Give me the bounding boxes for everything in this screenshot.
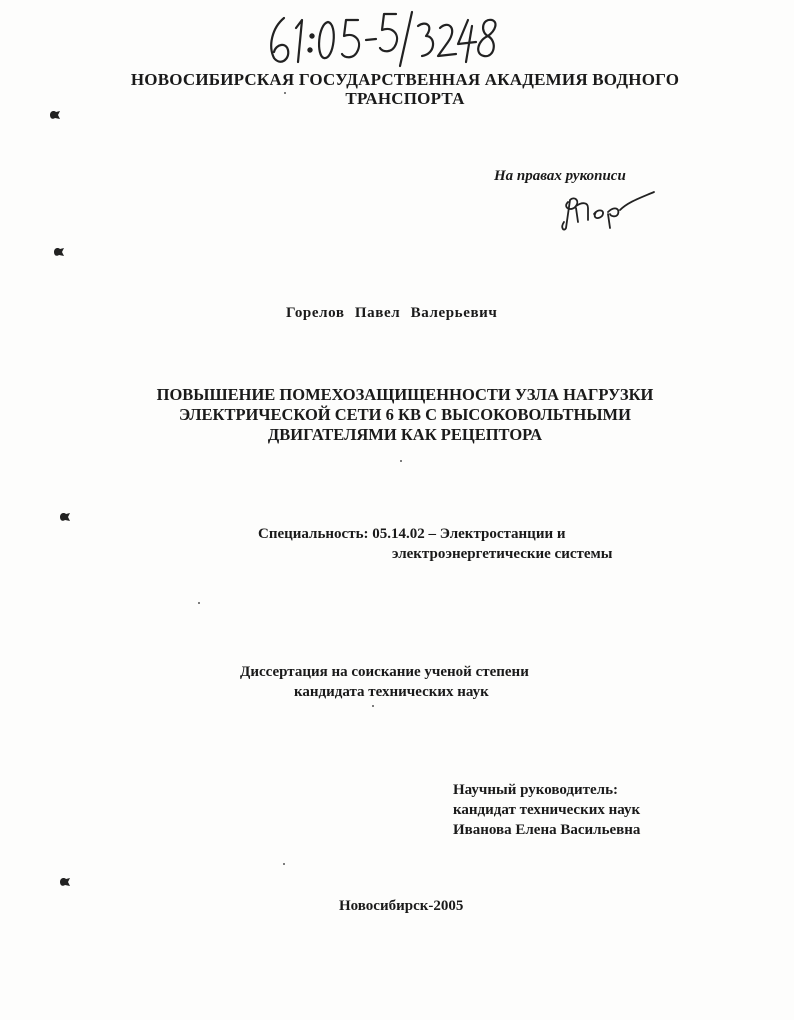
- title-line-2: ЭЛЕКТРИЧЕСКОЙ СЕТИ 6 КВ С ВЫСОКОВОЛЬТНЫМИ: [179, 405, 631, 424]
- scan-speck: [198, 602, 200, 604]
- degree-line-1: Диссертация на соискание ученой степени: [240, 664, 529, 680]
- punch-hole-mark-icon: [52, 245, 66, 257]
- city-year: Новосибирск-2005: [339, 898, 464, 914]
- title-line-1: ПОВЫШЕНИЕ ПОМЕХОЗАЩИЩЕННОСТИ УЗЛА НАГРУЗКИ: [156, 385, 654, 404]
- specialty-block: [258, 524, 612, 564]
- punch-hole-mark-icon: [48, 108, 62, 120]
- scan-speck: [400, 460, 402, 462]
- rights-note: На правах рукописи: [494, 168, 626, 184]
- specialty-line-2: электроэнергетические системы: [392, 546, 613, 562]
- dissertation-title: [120, 385, 690, 445]
- institution-line-2: ТРАНСПОРТА: [345, 89, 465, 108]
- author-name: Горелов Павел Валерьевич: [286, 305, 498, 321]
- supervisor-block: [453, 780, 640, 840]
- institution-line-1: НОВОСИБИРСКАЯ ГОСУДАРСТВЕННАЯ АКАДЕМИЯ ВОДНОГО: [130, 70, 680, 89]
- scan-speck: [284, 92, 286, 94]
- title-line-3: ДВИГАТЕЛЯМИ КАК РЕЦЕПТОРА: [267, 425, 543, 444]
- scan-speck: [283, 863, 285, 865]
- scan-speck: [372, 705, 374, 707]
- punch-hole-mark-icon: [58, 510, 72, 522]
- punch-hole-mark-icon: [58, 875, 72, 887]
- signature-drawing: [558, 188, 658, 234]
- degree-line-2: кандидата технических наук: [294, 684, 489, 700]
- supervisor-label: Научный руководитель:: [453, 782, 618, 798]
- supervisor-name: Иванова Елена Васильевна: [453, 822, 641, 838]
- specialty-code: 05.14.02 – Электростанции и: [372, 526, 566, 542]
- degree-statement: [240, 662, 529, 702]
- institution-name: [110, 70, 700, 108]
- specialty-label: Специальность:: [258, 526, 369, 542]
- supervisor-rank: кандидат технических наук: [453, 802, 641, 818]
- handwritten-archive-code: [262, 6, 502, 68]
- handwritten-code-drawing: [262, 6, 502, 68]
- handwritten-signature: [558, 188, 658, 234]
